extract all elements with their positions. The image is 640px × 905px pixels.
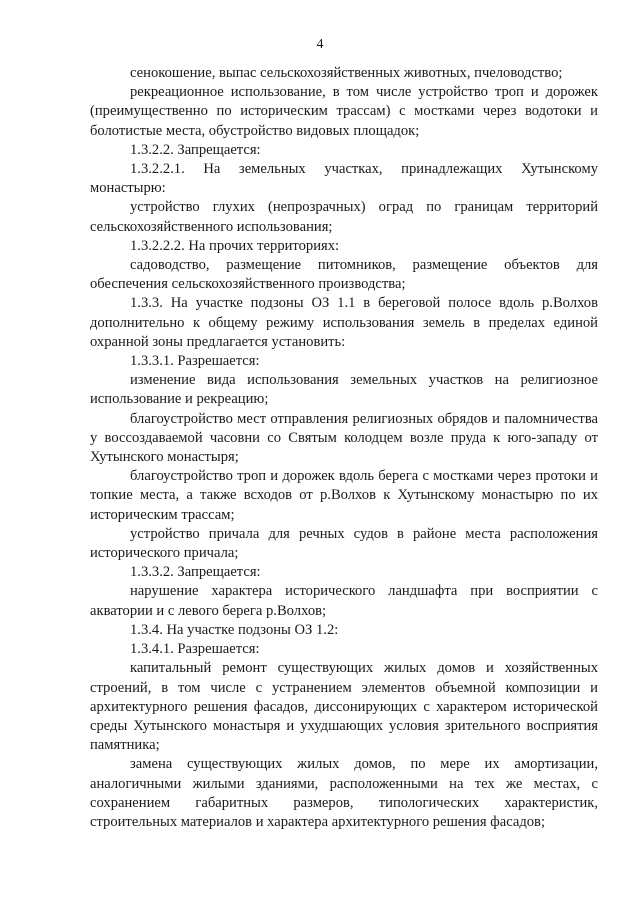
paragraph: замена существующих жилых домов, по мере их амортизации, аналогичными жилыми зданиями, расположенными на тех же местах, с сохранением габаритных размеров, типологических характеристик, строительных материалов и характера архитектурного решения фасадов; xyxy=(90,756,598,830)
paragraph: 1.3.2.2. Запрещается: xyxy=(130,141,261,158)
paragraph: нарушение характера исторического ландшафта при восприятии с акватории и с левого берега р.Волхов; xyxy=(90,583,598,619)
document-body xyxy=(90,64,598,832)
paragraph: изменение вида использования земельных участков на религиозное использование и рекреацию; xyxy=(90,372,598,408)
paragraph: сенокошение, выпас сельскохозяйственных животных, пчеловодство; xyxy=(130,65,563,81)
paragraph: 1.3.3.2. Запрещается: xyxy=(130,564,261,581)
paragraph: устройство глухих (непрозрачных) оград по границам территорий сельскохозяйственного использования; xyxy=(90,199,598,235)
paragraph: 1.3.4. На участке подзоны ОЗ 1.2: xyxy=(130,621,339,638)
paragraph: капитальный ремонт существующих жилых домов и хозяйственных строений, в том числе с устранением элементов объемной композиции и архитектурного решения фасадов, диссонирующих с характером исторической среды Хутынского монастыря и ухудшающих условия зрительного восприятия памятника; xyxy=(90,660,598,754)
paragraph: 1.3.2.2.1. На земельных участках, принадлежащих Хутынскому монастырю: xyxy=(90,161,598,197)
page-number: 4 xyxy=(316,37,324,52)
paragraph: садоводство, размещение питомников, размещение объектов для обеспечения сельскохозяйственного производства; xyxy=(90,257,598,293)
paragraph: 1.3.2.2.2. На прочих территориях: xyxy=(130,237,340,254)
paragraph: 1.3.3.1. Разрешается: xyxy=(130,353,260,370)
paragraph: устройство причала для речных судов в районе места расположения исторического причала; xyxy=(90,525,598,562)
paragraph: 1.3.4.1. Разрешается: xyxy=(130,641,260,658)
paragraph: благоустройство троп и дорожек вдоль берега с мостками через протоки и топкие места, а также всходов от р.Волхов к Хутынскому монастырю по их историческим трассам; xyxy=(90,468,598,523)
paragraph: благоустройство мест отправления религиозных обрядов и паломничества у воссоздаваемой часовни со Святым колодцем возле пруда к юго-западу от Хутынского монастыря; xyxy=(90,410,598,466)
paragraph: 1.3.3. На участке подзоны ОЗ 1.1 в береговой полосе вдоль р.Волхов дополнительно к общему режиму использования земель в пределах единой охранной зоны предлагается установить: xyxy=(90,295,598,350)
paragraph: рекреационное использование, в том числе устройство троп и дорожек (преимущественно по историческим трассам) с мостками через водотоки и болотистые места, обустройство видовых площадок; xyxy=(90,84,598,139)
